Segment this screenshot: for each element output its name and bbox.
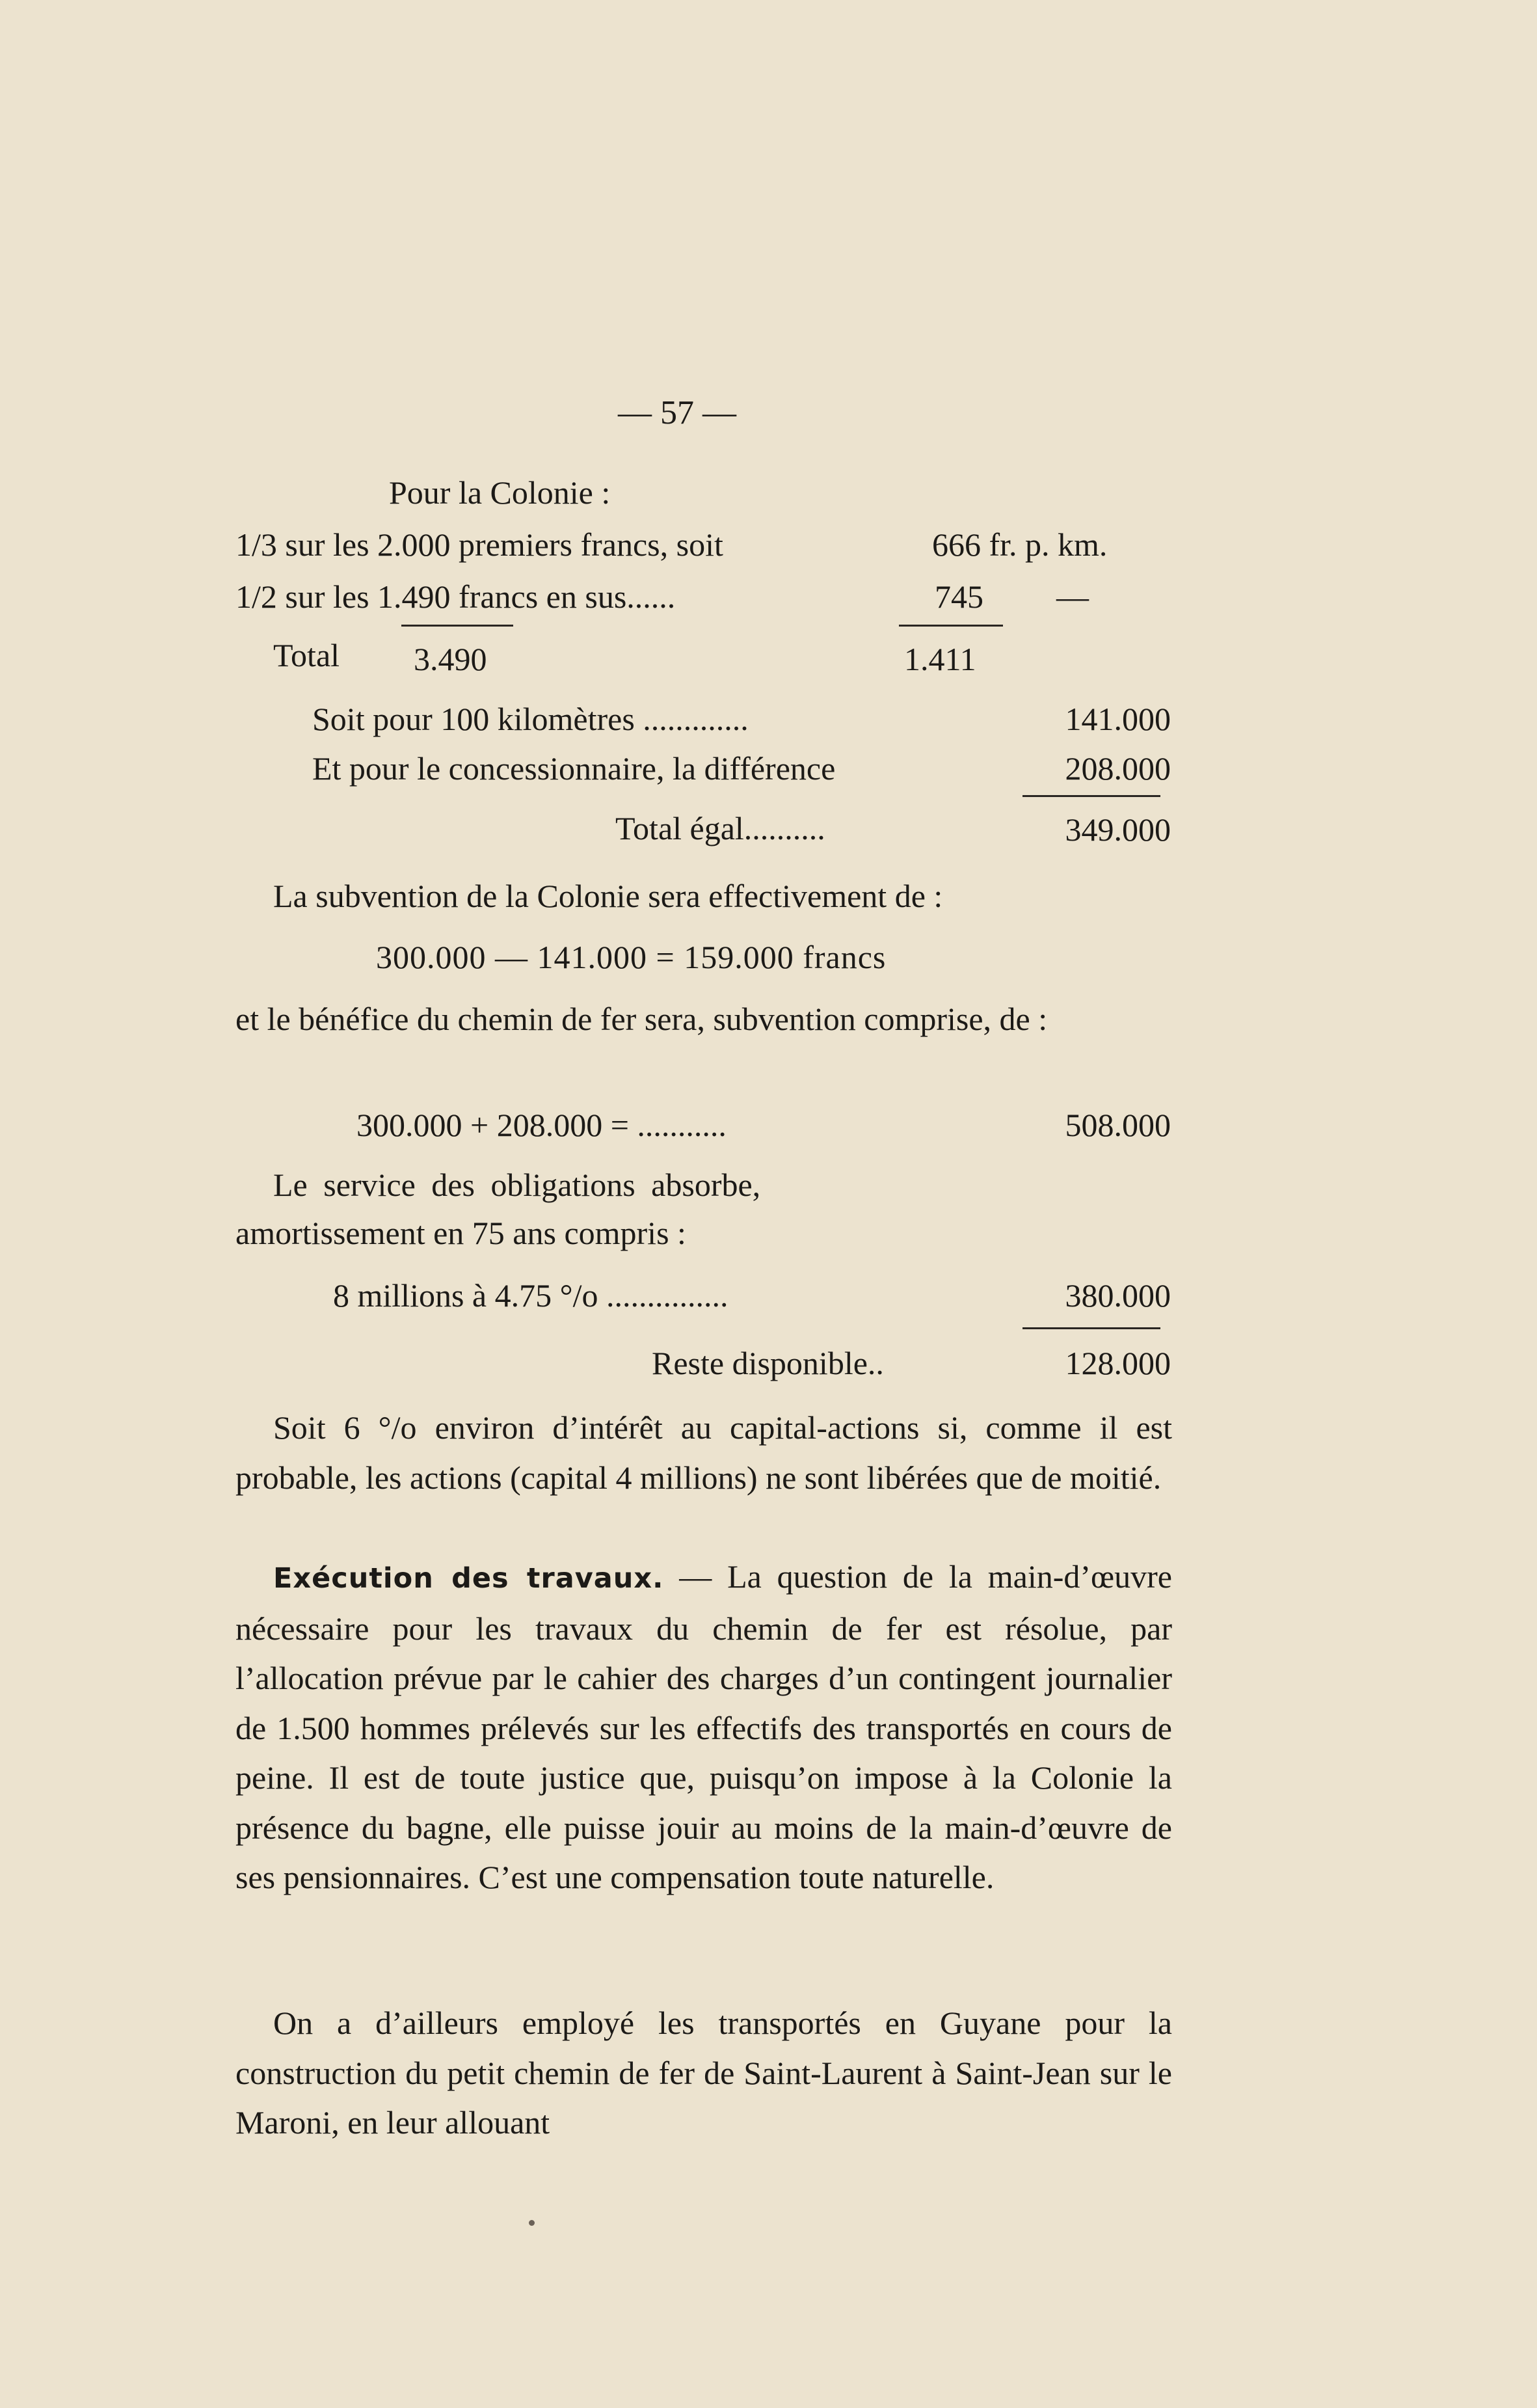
table2-total-label: Total égal.......... — [615, 810, 825, 846]
execution-paragraph — [235, 1552, 1172, 1902]
table1-left-rule — [401, 625, 513, 627]
reste-value: 128.000 — [1065, 1345, 1171, 1381]
table2-total-value: 349.000 — [1065, 811, 1171, 848]
equation-benefice-value: 508.000 — [1065, 1107, 1171, 1143]
subvention-line: La subvention de la Colonie sera effectivement de : — [273, 878, 943, 914]
table2-row1-label: Soit pour 100 kilomètres ............. — [312, 701, 749, 737]
table1-row1-value: 666 fr. p. km. — [932, 526, 1108, 563]
equation-subvention: 300.000 — 141.000 = 159.000 francs — [376, 939, 887, 975]
table2-row1-value: 141.000 — [1065, 701, 1171, 737]
table1-right-rule — [899, 625, 1003, 627]
table1-total-right: 1.411 — [904, 641, 976, 677]
execution-text — [235, 1552, 1172, 1902]
table1-total-left: 3.490 — [414, 641, 487, 677]
millions-value: 380.000 — [1065, 1277, 1171, 1314]
benefice-paragraph — [235, 994, 1172, 1044]
service-line-2: amortissement en 75 ans compris : — [235, 1215, 686, 1251]
paper-speck — [529, 2220, 535, 2226]
millions-label: 8 millions à 4.75 °/o ............... — [333, 1277, 728, 1314]
interest-text: Soit 6 °/o environ d’intérêt au capital-actions si, comme il est probable, les actions (capital 4 millions) ne sont libérées que de moitié. — [235, 1409, 1172, 1496]
table1-row2-value: 745 — [935, 578, 983, 615]
table1-total-label: Total — [273, 637, 340, 673]
table1-row2-dash: — — [1056, 578, 1089, 615]
table2-rule — [1022, 795, 1160, 797]
equation-benefice-label: 300.000 + 208.000 = ........... — [356, 1107, 727, 1143]
reste-label: Reste disponible.. — [652, 1345, 884, 1381]
table2-row2-value: 208.000 — [1065, 750, 1171, 787]
table1-row1-label: 1/3 sur les 2.000 premiers francs, soit — [235, 526, 723, 563]
benefice-text: et le bénéfice du chemin de fer sera, subvention comprise, de : — [235, 1001, 1048, 1037]
table1-row2-label: 1/2 sur les 1.490 francs en sus...... — [235, 578, 676, 615]
millions-rule — [1022, 1327, 1160, 1329]
execution-body: — La question de la main-d’œuvre nécessaire pour les travaux du chemin de fer est résolue, par l’allocation prévue par le cahier des charges d’un contingent journalier de 1.500 hommes prélevés sur les effectifs des transportés en cours de peine. Il est de toute justice que, puisqu’on impose à la Colonie la présence du bagne, elle puisse jouir au moins de la main-d’œuvre de ses pensionnaires. C’est une compensation toute naturelle. — [235, 1558, 1172, 1895]
ailleurs-paragraph — [235, 1998, 1172, 2148]
interest-paragraph — [235, 1403, 1172, 1502]
section-header: Pour la Colonie : — [389, 474, 611, 511]
service-line-1: Le service des obligations absorbe, — [273, 1167, 761, 1203]
ailleurs-text: On a d’ailleurs employé les transportés en Guyane pour la construction du petit chemin de fer de Saint-Laurent à Saint-Jean sur le Maroni, en leur allouant — [235, 2005, 1172, 2141]
execution-heading: Exécution des travaux. — [273, 1562, 664, 1595]
table2-row2-label: Et pour le concessionnaire, la différence — [312, 750, 836, 787]
page-number: — 57 — — [618, 394, 736, 431]
